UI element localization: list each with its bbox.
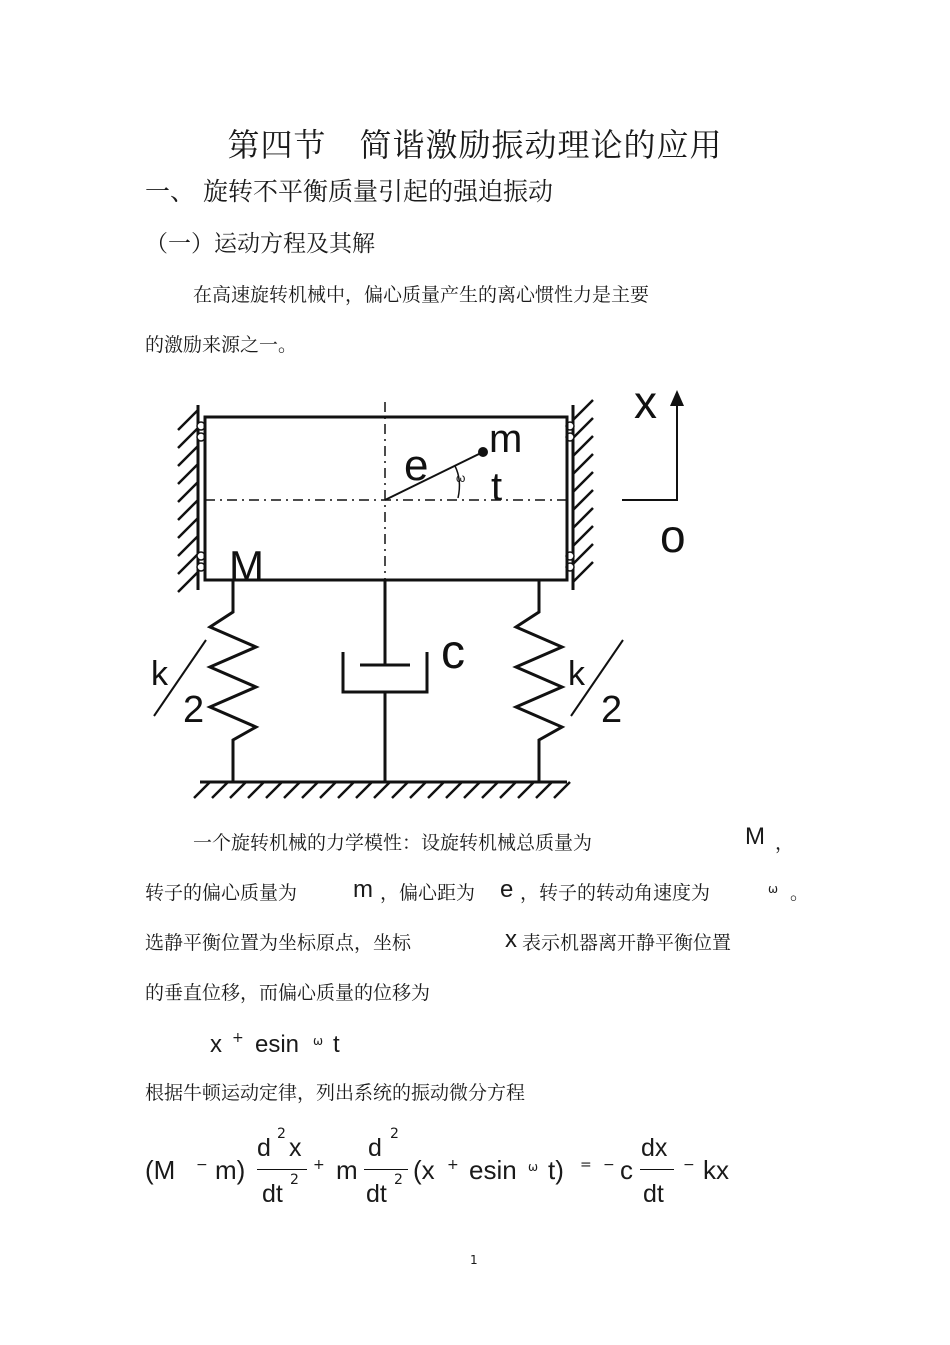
eq-dt-2: dt — [366, 1180, 387, 1208]
disp-omega: ω — [313, 1034, 324, 1048]
heading-1: 一、 旋转不平衡质量引起的强迫振动 — [145, 177, 553, 206]
eccentric-arm — [385, 452, 483, 500]
eq-dx: dx — [641, 1134, 668, 1162]
eq-esin: esin — [469, 1155, 517, 1185]
eq-paren-x: (x — [413, 1155, 435, 1185]
eq-m2: m — [336, 1155, 358, 1185]
label-2-right: 2 — [601, 689, 623, 731]
heading-2: （一）运动方程及其解 — [145, 231, 375, 257]
disp-x: x — [210, 1031, 222, 1058]
symbol-x: x — [505, 926, 517, 953]
symbol-m: m — [353, 876, 373, 903]
eq-m-close: m) — [215, 1155, 246, 1185]
eq-minus-1: − — [196, 1157, 208, 1173]
left-wall-hatch — [178, 410, 198, 592]
disp-t: t — [333, 1031, 340, 1058]
eq-dt-3: dt — [643, 1180, 664, 1208]
symbol-omega: ω — [768, 882, 779, 896]
body-line-3a: 选静平衡位置为坐标原点，坐标 — [145, 932, 412, 954]
eq-x: x — [289, 1134, 302, 1162]
label-c: c — [441, 626, 465, 679]
eq-frac-bar-2 — [364, 1169, 408, 1170]
ground-hatch — [194, 782, 570, 798]
eq-sup2-a: 2 — [277, 1126, 286, 1142]
label-e: e — [404, 441, 429, 490]
x-axis-arrowhead — [670, 390, 684, 406]
label-m: m — [489, 417, 523, 461]
disp-esin: esin — [255, 1031, 300, 1058]
right-spring — [516, 580, 562, 782]
disp-plus: + — [232, 1030, 244, 1046]
eq-c: c — [620, 1155, 633, 1185]
label-k-left: k — [151, 655, 168, 693]
label-o: o — [660, 510, 686, 562]
right-wall-hatch — [573, 400, 593, 582]
newton-line: 根据牛顿运动定律，列出系统的振动微分方程 — [145, 1082, 526, 1104]
body-line-3b: 表示机器离开静平衡位置 — [522, 932, 732, 954]
label-x: x — [634, 380, 657, 428]
eq-frac-bar-3 — [640, 1169, 674, 1170]
label-M: M — [229, 542, 264, 589]
section-title: 第四节 简谐激励振动理论的应用 — [227, 126, 723, 164]
damper — [343, 580, 427, 782]
eq-sup2-c: 2 — [390, 1126, 399, 1142]
symbol-e: e — [500, 876, 514, 903]
label-omega: ω — [456, 471, 466, 485]
period: 。 — [790, 882, 810, 904]
left-spring — [210, 580, 256, 782]
eq-equals: = — [580, 1157, 592, 1173]
intro-line-1: 在高速旋转机械中，偏心质量产生的离心惯性力是主要 — [193, 284, 650, 306]
body-line-4: 的垂直位移，而偏心质量的位移为 — [145, 982, 431, 1004]
eq-d: d — [257, 1134, 271, 1162]
page-number: 1 — [470, 1253, 478, 1267]
eq-minus-2: − — [603, 1157, 615, 1173]
eq-sup2-d: 2 — [394, 1172, 403, 1188]
eq-plus-1: + — [313, 1157, 325, 1173]
comma: ， — [775, 832, 795, 854]
eq-t-close: t) — [548, 1155, 564, 1185]
symbol-M: M — [745, 823, 765, 850]
eq-lhs-open: (M — [145, 1155, 176, 1185]
eq-omega: ω — [528, 1160, 539, 1174]
eq-kx: kx — [703, 1155, 729, 1185]
label-2-left: 2 — [183, 689, 205, 731]
eq-dt: dt — [262, 1180, 283, 1208]
label-k-right: k — [568, 655, 585, 693]
body-line-2a: 转子的偏心质量为 — [145, 882, 298, 904]
vibration-diagram — [0, 380, 950, 810]
body-line-2b: ，偏心距为 — [380, 882, 476, 904]
eq-plus-2: + — [447, 1157, 459, 1173]
eq-minus-3: − — [683, 1157, 695, 1173]
body-line-1: 一个旋转机械的力学模性：设旋转机械总质量为 — [193, 832, 593, 854]
eq-frac-bar-1 — [257, 1169, 307, 1170]
intro-line-2: 的激励来源之一。 — [145, 334, 298, 356]
body-line-2c: ，转子的转动角速度为 — [520, 882, 711, 904]
eq-d-2: d — [368, 1134, 382, 1162]
eccentric-mass-dot — [478, 447, 488, 457]
label-t: t — [491, 465, 503, 509]
eq-sup2-b: 2 — [290, 1172, 299, 1188]
